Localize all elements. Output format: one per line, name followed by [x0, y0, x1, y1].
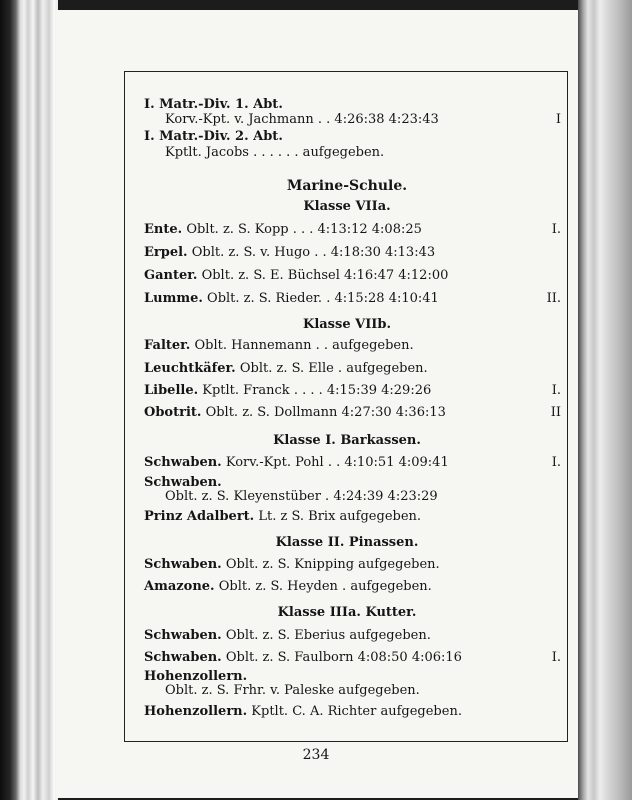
- facing-page-edge: [578, 0, 632, 800]
- class-heading: Klasse IIIa. Kutter.: [277, 605, 417, 620]
- class-heading: Klasse VIIa.: [303, 199, 391, 214]
- entry-detail: Korv.-Kpt. v. Jachmann . . 4:26:38 4:23:43: [165, 112, 439, 127]
- race-row: Hohenzollern. Kptlt. C. A. Richter aufgegeben.: [144, 704, 462, 719]
- race-row-continuation: Oblt. z. S. Frhr. v. Paleske aufgegeben.: [165, 683, 420, 698]
- entry-place: I: [555, 112, 561, 127]
- race-row: Hohenzollern.: [144, 669, 248, 684]
- race-row: Falter. Oblt. Hannemann . . aufgegeben.: [144, 338, 414, 353]
- entry-name: I. Matr.-Div. 1. Abt.: [144, 97, 283, 112]
- race-row: Erpel. Oblt. z. S. v. Hugo . . 4:18:30 4:13:43: [144, 245, 436, 260]
- race-place: I.: [551, 455, 561, 470]
- race-row-continuation: Oblt. z. S. Kleyenstüber . 4:24:39 4:23:29: [165, 489, 438, 504]
- race-place: II: [550, 405, 561, 420]
- entry-detail: Kptlt. Jacobs . . . . . . aufgegeben.: [165, 145, 385, 160]
- entry-name: I. Matr.-Div. 2. Abt.: [144, 129, 283, 144]
- race-row: Schwaben. Oblt. z. S. Eberius aufgegeben.: [144, 628, 431, 643]
- race-row: Leuchtkäfer. Oblt. z. S. Elle . aufgegeben.: [144, 361, 428, 376]
- race-row: Schwaben. Korv.-Kpt. Pohl . . 4:10:51 4:09:41: [144, 455, 449, 470]
- section-title: Marine-Schule.: [286, 178, 408, 194]
- race-row: Obotrit. Oblt. z. S. Dollmann 4:27:30 4:36:13: [144, 405, 446, 420]
- race-place: I.: [551, 383, 561, 398]
- race-row: Prinz Adalbert. Lt. z S. Brix aufgegeben.: [144, 509, 422, 524]
- race-row: Schwaben. Oblt. z. S. Knipping aufgegeben.: [144, 557, 440, 572]
- page-number: 234: [302, 747, 330, 763]
- race-row: Ganter. Oblt. z. S. E. Büchsel 4:16:47 4:12:00: [144, 268, 449, 283]
- class-heading: Klasse VIIb.: [303, 317, 391, 332]
- race-place: I.: [551, 650, 561, 665]
- race-row: Ente. Oblt. z. S. Kopp . . . 4:13:12 4:08:25: [144, 222, 422, 237]
- race-row: Schwaben.: [144, 475, 222, 490]
- class-heading: Klasse I. Barkassen.: [273, 433, 421, 448]
- race-row: Schwaben. Oblt. z. S. Faulborn 4:08:50 4:06:16: [144, 650, 462, 665]
- race-place: I.: [551, 222, 561, 237]
- class-heading: Klasse II. Pinassen.: [275, 535, 419, 550]
- race-place: II.: [546, 291, 561, 306]
- page-frame: [124, 71, 568, 742]
- race-row: Amazone. Oblt. z. S. Heyden . aufgegeben.: [144, 579, 432, 594]
- race-row: Libelle. Kptlt. Franck . . . . 4:15:39 4:29:26: [144, 383, 432, 398]
- book-spine: [0, 0, 58, 800]
- race-row: Lumme. Oblt. z. S. Rieder. . 4:15:28 4:10:41: [144, 291, 439, 306]
